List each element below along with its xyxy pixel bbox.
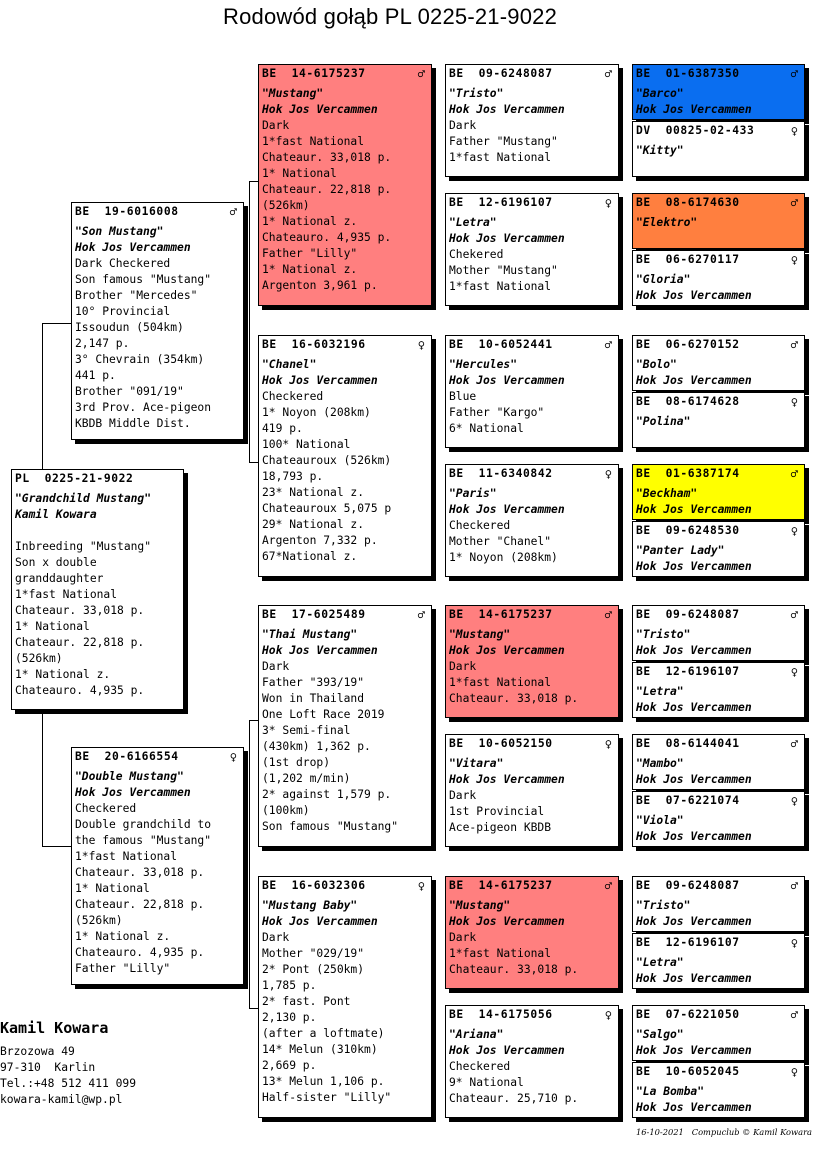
pedigree-detail-line: 1* National	[262, 167, 337, 180]
pedigree-detail-line: Checkered	[449, 519, 511, 532]
pedigree-detail-line: Argenton 7,332 p.	[262, 534, 378, 547]
male-symbol-icon: ♂	[604, 67, 612, 81]
pedigree-detail-line: Chateaur. 33,018 p.	[262, 151, 392, 164]
ring-number: BE 16-6032306	[262, 879, 366, 892]
ring-number: BE 20-6166554	[75, 750, 179, 763]
card-header	[636, 123, 804, 139]
pedigree-detail-line: 1*fast National	[262, 135, 365, 148]
ring-number: BE 14-6175237	[449, 879, 553, 892]
pedigree-detail-line: 14* Melun (310km)	[262, 1043, 378, 1056]
pedigree-card-b19[interactable]	[632, 335, 805, 391]
pedigree-detail-line: Chateaur. 25,710 p.	[449, 1092, 579, 1105]
card-header	[636, 466, 804, 482]
pedigree-detail-line: 18,793 p.	[262, 470, 324, 483]
female-symbol-icon: ♀	[790, 124, 798, 138]
pedigree-card-b20[interactable]	[632, 392, 805, 448]
ring-number: BE 08-6174628	[636, 395, 740, 408]
pedigree-detail-line: Mother "029/19"	[262, 947, 365, 960]
pedigree-detail-line: (526km)	[75, 914, 123, 927]
breeder-name: Hok Jos Vercammen	[75, 786, 191, 799]
breeder-name: Hok Jos Vercammen	[449, 503, 565, 516]
pedigree-detail-line: 1* National z.	[75, 930, 171, 943]
pedigree-card-b8[interactable]	[445, 193, 619, 306]
pedigree-card-b25[interactable]	[632, 734, 805, 790]
card-header	[636, 935, 804, 951]
pedigree-detail-line: Chateauroux 5,075 p	[262, 502, 392, 515]
pedigree-card-b0[interactable]	[11, 469, 184, 710]
ring-number: BE 12-6196107	[449, 196, 553, 209]
pedigree-detail-line: Father "393/19"	[262, 676, 365, 689]
pigeon-name: "Letra"	[449, 216, 497, 229]
pigeon-name: "Thai Mustang"	[262, 628, 358, 641]
ring-number: BE 09-6248087	[636, 608, 740, 621]
pedigree-detail-line: Chateauro. 4,935 p.	[75, 946, 205, 959]
pigeon-name: "Tristo"	[636, 628, 691, 641]
pedigree-detail-line: Son x double	[15, 556, 97, 569]
pedigree-detail-line: (1st drop)	[262, 756, 331, 769]
pedigree-detail-line: 1* National	[15, 620, 90, 633]
pedigree-detail-line: Mother "Chanel"	[449, 535, 552, 548]
male-symbol-icon: ♂	[790, 879, 798, 893]
pedigree-detail-line: 1,785 p.	[262, 979, 317, 992]
pigeon-name: "Ariana"	[449, 1028, 504, 1041]
breeder-name: Hok Jos Vercammen	[449, 915, 565, 928]
card-header	[449, 337, 618, 353]
pedigree-detail-line: 3* Semi-final	[262, 724, 351, 737]
card-header	[449, 1007, 618, 1023]
pedigree-card-b28[interactable]	[632, 933, 805, 989]
pigeon-name: "Barco"	[636, 87, 684, 100]
card-header	[636, 1007, 804, 1023]
ring-number: PL 0225-21-9022	[15, 472, 134, 485]
pedigree-detail-line: Father "Lilly"	[262, 247, 358, 260]
female-symbol-icon: ♀	[790, 936, 798, 950]
card-header	[636, 66, 804, 82]
ring-number: BE 10-6052441	[449, 338, 553, 351]
male-symbol-icon: ♂	[604, 879, 612, 893]
owner-block	[0, 1018, 200, 1108]
ring-number: BE 10-6052150	[449, 737, 553, 750]
pedigree-detail-line: (430km) 1,362 p.	[262, 740, 371, 753]
male-symbol-icon: ♂	[790, 467, 798, 481]
pedigree-detail-line: (100km)	[262, 804, 310, 817]
breeder-name: Hok Jos Vercammen	[636, 289, 752, 302]
pedigree-detail-line: KBDB Middle Dist.	[75, 417, 191, 430]
breeder-name: Hok Jos Vercammen	[636, 1101, 752, 1114]
pedigree-detail-line: Mother "Mustang"	[449, 264, 558, 277]
pedigree-detail-line: 2,147 p.	[75, 337, 130, 350]
breeder-name: Hok Jos Vercammen	[636, 972, 752, 985]
card-header	[636, 523, 804, 539]
ring-number: BE 06-6270117	[636, 253, 740, 266]
male-symbol-icon: ♂	[417, 608, 425, 622]
female-symbol-icon: ♀	[417, 338, 425, 352]
pedigree-detail-line: 3rd Prov. Ace-pigeon	[75, 401, 212, 414]
ring-number: BE 07-6221050	[636, 1008, 740, 1021]
breeder-name: Hok Jos Vercammen	[636, 1044, 752, 1057]
pedigree-detail-line: 2* against 1,579 p.	[262, 788, 392, 801]
pedigree-detail-line: 1*fast National	[449, 947, 552, 960]
pedigree-detail-line: (1,202 m/min)	[262, 772, 351, 785]
ring-number: BE 08-6174630	[636, 196, 740, 209]
pedigree-card-b18[interactable]	[632, 250, 805, 306]
pigeon-name: "Vitara"	[449, 757, 504, 770]
pedigree-card-b11[interactable]	[445, 605, 619, 718]
pedigree-card-b27[interactable]	[632, 876, 805, 932]
pigeon-name: "Elektro"	[636, 216, 698, 229]
pigeon-name: "Tristo"	[636, 899, 691, 912]
card-header	[449, 878, 618, 894]
ring-number: BE 14-6175056	[449, 1008, 553, 1021]
card-header	[636, 252, 804, 268]
pedigree-detail-line: 100* National	[262, 438, 351, 451]
pedigree-card-b21[interactable]	[632, 464, 805, 520]
owner-phone: Tel.:+48 512 411 099	[0, 1077, 137, 1090]
pedigree-detail-line: Father "Mustang"	[449, 135, 558, 148]
female-symbol-icon: ♀	[790, 253, 798, 267]
pedigree-card-b4[interactable]	[258, 335, 432, 577]
pigeon-name: "Tristo"	[449, 87, 504, 100]
breeder-name: Hok Jos Vercammen	[262, 644, 378, 657]
pedigree-detail-line: 2* Pont (250km)	[262, 963, 365, 976]
breeder-name: Hok Jos Vercammen	[75, 241, 191, 254]
male-symbol-icon: ♂	[604, 608, 612, 622]
card-header	[636, 394, 804, 410]
pigeon-name: "Double Mustang"	[75, 770, 184, 783]
pedigree-detail-line: 1* Noyon (208km)	[262, 406, 371, 419]
card-header	[636, 607, 804, 623]
breeder-name: Hok Jos Vercammen	[636, 830, 752, 843]
ring-number: BE 11-6340842	[449, 467, 553, 480]
card-header	[262, 878, 431, 894]
pigeon-name: "Letra"	[636, 956, 684, 969]
pedigree-detail-line: 3° Chevrain (354km)	[75, 353, 205, 366]
card-header	[262, 607, 431, 623]
pedigree-detail-line: Chateauro. 4,935 p.	[262, 231, 392, 244]
pedigree-detail-line: Argenton 3,961 p.	[262, 279, 378, 292]
card-header	[75, 204, 243, 220]
card-header	[262, 66, 431, 82]
pedigree-card-b17[interactable]	[632, 193, 805, 249]
pigeon-name: "Mustang"	[449, 628, 511, 641]
card-header	[15, 471, 183, 487]
male-symbol-icon: ♂	[417, 67, 425, 81]
pedigree-detail-line: 1* Noyon (208km)	[449, 551, 558, 564]
pedigree-card-b12[interactable]	[445, 734, 619, 847]
pedigree-detail-line: the famous "Mustang"	[75, 834, 212, 847]
pigeon-name: "Mustang"	[449, 899, 511, 912]
pedigree-card-b30[interactable]	[632, 1062, 805, 1118]
connector-line	[42, 323, 71, 324]
pedigree-card-b6[interactable]	[258, 876, 432, 1118]
pigeon-name: "Hercules"	[449, 358, 518, 371]
pedigree-detail-line: 1st Provincial	[449, 805, 545, 818]
pedigree-detail-line: One Loft Race 2019	[262, 708, 385, 721]
pedigree-detail-line: Ace-pigeon KBDB	[449, 821, 552, 834]
card-header	[75, 749, 243, 765]
male-symbol-icon: ♂	[790, 608, 798, 622]
pedigree-detail-line: 2,130 p.	[262, 1011, 317, 1024]
pigeon-name: "Letra"	[636, 685, 684, 698]
ring-number: BE 09-6248530	[636, 524, 740, 537]
male-symbol-icon: ♂	[790, 338, 798, 352]
breeder-name: Hok Jos Vercammen	[449, 773, 565, 786]
ring-number: BE 06-6270152	[636, 338, 740, 351]
pedigree-card-b3[interactable]	[258, 64, 432, 306]
pedigree-detail-line: (526km)	[15, 652, 63, 665]
ring-number: BE 01-6387174	[636, 467, 740, 480]
pedigree-detail-line: 1*fast National	[15, 588, 118, 601]
pedigree-detail-line: 10° Provincial	[75, 305, 171, 318]
pigeon-name: "Beckham"	[636, 487, 698, 500]
card-header	[449, 195, 618, 211]
ring-number: BE 17-6025489	[262, 608, 366, 621]
pedigree-card-b24[interactable]	[632, 662, 805, 718]
pedigree-detail-line: Dark	[449, 789, 477, 802]
card-header	[449, 466, 618, 482]
female-symbol-icon: ♀	[790, 794, 798, 808]
pedigree-detail-line: 1*fast National	[449, 676, 552, 689]
pedigree-card-b14[interactable]	[445, 1005, 619, 1118]
pigeon-name: "Salgo"	[636, 1028, 684, 1041]
pedigree-detail-line: 6* National	[449, 422, 524, 435]
pedigree-detail-line: Half-sister "Lilly"	[262, 1091, 392, 1104]
breeder-name: Hok Jos Vercammen	[636, 560, 752, 573]
breeder-name: Hok Jos Vercammen	[636, 644, 752, 657]
pedigree-detail-line: 1* National z.	[15, 668, 111, 681]
male-symbol-icon: ♂	[604, 338, 612, 352]
ring-number: BE 16-6032196	[262, 338, 366, 351]
pigeon-name: "Viola"	[636, 814, 684, 827]
connector-line	[42, 712, 43, 846]
pedigree-detail-line: Issoudun (504km)	[75, 321, 184, 334]
pedigree-card-b29[interactable]	[632, 1005, 805, 1061]
breeder-name: Hok Jos Vercammen	[449, 644, 565, 657]
owner-email[interactable]: kowara-kamil@wp.pl	[0, 1093, 123, 1106]
pedigree-detail-line: Chateaur. 22,818 p.	[15, 636, 145, 649]
female-symbol-icon: ♀	[790, 524, 798, 538]
card-header	[636, 337, 804, 353]
pigeon-name: "Panter Lady"	[636, 544, 725, 557]
pedigree-detail-line: 1* National z.	[262, 215, 358, 228]
ring-number: BE 10-6052045	[636, 1065, 740, 1078]
pedigree-detail-line: 9* National	[449, 1076, 524, 1089]
pedigree-detail-line: Dark	[449, 931, 477, 944]
pedigree-detail-line: Chateaur. 33,018 p.	[449, 963, 579, 976]
pedigree-card-b13[interactable]	[445, 876, 619, 989]
pedigree-detail-line: Inbreeding "Mustang"	[15, 540, 152, 553]
pedigree-card-b16[interactable]	[632, 121, 805, 177]
breeder-name: Hok Jos Vercammen	[636, 915, 752, 928]
pedigree-detail-line: 1*fast National	[75, 850, 178, 863]
pedigree-detail-line: 1*fast National	[449, 151, 552, 164]
pigeon-name: "Mambo"	[636, 757, 684, 770]
pedigree-detail-line: Chateaur. 33,018 p.	[75, 866, 205, 879]
breeder-name: Hok Jos Vercammen	[262, 103, 378, 116]
card-header	[636, 736, 804, 752]
ring-number: BE 09-6248087	[636, 879, 740, 892]
pedigree-detail-line	[15, 523, 183, 539]
owner-address-city: 97-310 Karlin	[0, 1061, 96, 1074]
female-symbol-icon: ♀	[604, 467, 612, 481]
pedigree-card-b22[interactable]	[632, 521, 805, 577]
pedigree-detail-line: Son famous "Mustang"	[75, 273, 212, 286]
pedigree-detail-line: 419 p.	[262, 422, 303, 435]
pigeon-name: "Grandchild Mustang"	[15, 492, 152, 505]
ring-number: BE 07-6221074	[636, 794, 740, 807]
card-header	[636, 793, 804, 809]
pigeon-name: "Kitty"	[636, 144, 684, 157]
male-symbol-icon: ♂	[790, 1008, 798, 1022]
pedigree-card-b26[interactable]	[632, 791, 805, 847]
pigeon-name: "Gloria"	[636, 273, 691, 286]
breeder-name: Hok Jos Vercammen	[449, 232, 565, 245]
pedigree-detail-line: Chateaur. 22,818 p.	[262, 183, 392, 196]
pedigree-detail-line: 2* fast. Pont	[262, 995, 351, 1008]
breeder-name: Hok Jos Vercammen	[449, 103, 565, 116]
ring-number: BE 08-6144041	[636, 737, 740, 750]
pedigree-detail-line: Checkered	[75, 802, 137, 815]
pedigree-card-b23[interactable]	[632, 605, 805, 661]
pigeon-name: "Mustang Baby"	[262, 899, 358, 912]
breeder-name: Kamil Kowara	[15, 508, 97, 521]
pedigree-detail-line: Father "Lilly"	[75, 962, 171, 975]
pigeon-name: "Polina"	[636, 415, 691, 428]
pedigree-detail-line: Chateauroux (526km)	[262, 454, 392, 467]
pigeon-name: "Mustang"	[262, 87, 324, 100]
pedigree-card-b5[interactable]	[258, 605, 432, 847]
owner-name: Kamil Kowara	[0, 1019, 109, 1037]
card-header	[636, 878, 804, 894]
card-header	[636, 664, 804, 680]
male-symbol-icon: ♂	[790, 737, 798, 751]
breeder-name: Hok Jos Vercammen	[449, 1044, 565, 1057]
pedigree-detail-line: Chateaur. 22,818 p.	[75, 898, 205, 911]
ring-number: BE 01-6387350	[636, 67, 740, 80]
pigeon-name: "Son Mustang"	[75, 225, 164, 238]
female-symbol-icon: ♀	[229, 750, 237, 764]
pigeon-name: "Chanel"	[262, 358, 317, 371]
pedigree-detail-line: Dark	[449, 660, 477, 673]
pedigree-detail-line: Chateauro. 4,935 p.	[15, 684, 145, 697]
female-symbol-icon: ♀	[604, 737, 612, 751]
pedigree-detail-line: Son famous "Mustang"	[262, 820, 399, 833]
pedigree-card-b10[interactable]	[445, 464, 619, 577]
pedigree-detail-line: 1*fast National	[449, 280, 552, 293]
pigeon-name: "Bolo"	[636, 358, 677, 371]
female-symbol-icon: ♀	[604, 1008, 612, 1022]
pedigree-detail-line: 13* Melun 1,106 p.	[262, 1075, 385, 1088]
ring-number: BE 14-6175237	[262, 67, 366, 80]
page-title: Rodowód gołąb PL 0225-21-9022	[222, 4, 558, 29]
breeder-name: Hok Jos Vercammen	[449, 374, 565, 387]
pedigree-detail-line: 67*National z.	[262, 550, 358, 563]
footer-credit: 16-10-2021 Compuclub © Kamil Kowara	[635, 1127, 812, 1137]
card-header	[449, 66, 618, 82]
pedigree-detail-line: 441 p.	[75, 369, 116, 382]
connector-line	[42, 846, 71, 847]
pedigree-card-b15[interactable]	[632, 64, 805, 120]
pedigree-detail-line: Dark	[262, 119, 290, 132]
breeder-name: Hok Jos Vercammen	[636, 503, 752, 516]
ring-number: BE 12-6196107	[636, 665, 740, 678]
pedigree-detail-line: 1* National	[75, 882, 150, 895]
female-symbol-icon: ♀	[790, 1065, 798, 1079]
breeder-name: Hok Jos Vercammen	[636, 374, 752, 387]
pedigree-detail-line: Father "Kargo"	[449, 406, 545, 419]
card-header	[449, 736, 618, 752]
pedigree-detail-line: Chekered	[449, 248, 504, 261]
card-header	[636, 1064, 804, 1080]
breeder-name: Hok Jos Vercammen	[262, 374, 378, 387]
pedigree-detail-line: Checkered	[262, 390, 324, 403]
ring-number: BE 09-6248087	[449, 67, 553, 80]
pedigree-detail-line: Chateaur. 33,018 p.	[449, 692, 579, 705]
breeder-name: Hok Jos Vercammen	[636, 773, 752, 786]
connector-line	[249, 181, 250, 462]
female-symbol-icon: ♀	[604, 196, 612, 210]
connector-line	[249, 720, 250, 1008]
card-header	[262, 337, 431, 353]
pedigree-detail-line: 23* National z.	[262, 486, 365, 499]
pedigree-card-b7[interactable]	[445, 64, 619, 177]
ring-number: BE 12-6196107	[636, 936, 740, 949]
male-symbol-icon: ♂	[790, 67, 798, 81]
female-symbol-icon: ♀	[790, 665, 798, 679]
pedigree-detail-line: Chateaur. 33,018 p.	[15, 604, 145, 617]
ring-number: BE 19-6016008	[75, 205, 179, 218]
card-header	[449, 607, 618, 623]
pedigree-detail-line: (after a loftmate)	[262, 1027, 385, 1040]
pedigree-detail-line: Dark	[262, 931, 290, 944]
pedigree-detail-line: Dark	[449, 119, 477, 132]
pedigree-card-b2[interactable]	[71, 747, 244, 985]
pedigree-card-b1[interactable]	[71, 202, 244, 440]
female-symbol-icon: ♀	[417, 879, 425, 893]
connector-line	[42, 323, 43, 469]
pedigree-detail-line: Won in Thailand	[262, 692, 365, 705]
pedigree-detail-line: Checkered	[449, 1060, 511, 1073]
pedigree-detail-line: 29* National z.	[262, 518, 365, 531]
pedigree-detail-line: Dark	[262, 660, 290, 673]
pedigree-card-b9[interactable]	[445, 335, 619, 448]
card-header	[636, 195, 804, 211]
pedigree-detail-line: Blue	[449, 390, 477, 403]
pigeon-name: "Paris"	[449, 487, 497, 500]
pedigree-detail-line: (526km)	[262, 199, 310, 212]
male-symbol-icon: ♂	[229, 205, 237, 219]
pedigree-detail-line: 2,669 p.	[262, 1059, 317, 1072]
ring-number: BE 14-6175237	[449, 608, 553, 621]
pigeon-name: "La Bomba"	[636, 1085, 705, 1098]
male-symbol-icon: ♂	[790, 196, 798, 210]
female-symbol-icon: ♀	[790, 395, 798, 409]
pedigree-detail-line: granddaughter	[15, 572, 104, 585]
pedigree-detail-line: Dark Checkered	[75, 257, 171, 270]
ring-number: DV 00825-02-433	[636, 124, 755, 137]
pedigree-detail-line: Brother "Mercedes"	[75, 289, 198, 302]
pedigree-detail-line: Brother "091/19"	[75, 385, 184, 398]
pedigree-detail-line: Double grandchild to	[75, 818, 212, 831]
breeder-name: Hok Jos Vercammen	[636, 701, 752, 714]
owner-address-street: Brzozowa 49	[0, 1045, 75, 1058]
pedigree-detail-line: 1* National z.	[262, 263, 358, 276]
breeder-name: Hok Jos Vercammen	[262, 915, 378, 928]
breeder-name: Hok Jos Vercammen	[636, 103, 752, 116]
